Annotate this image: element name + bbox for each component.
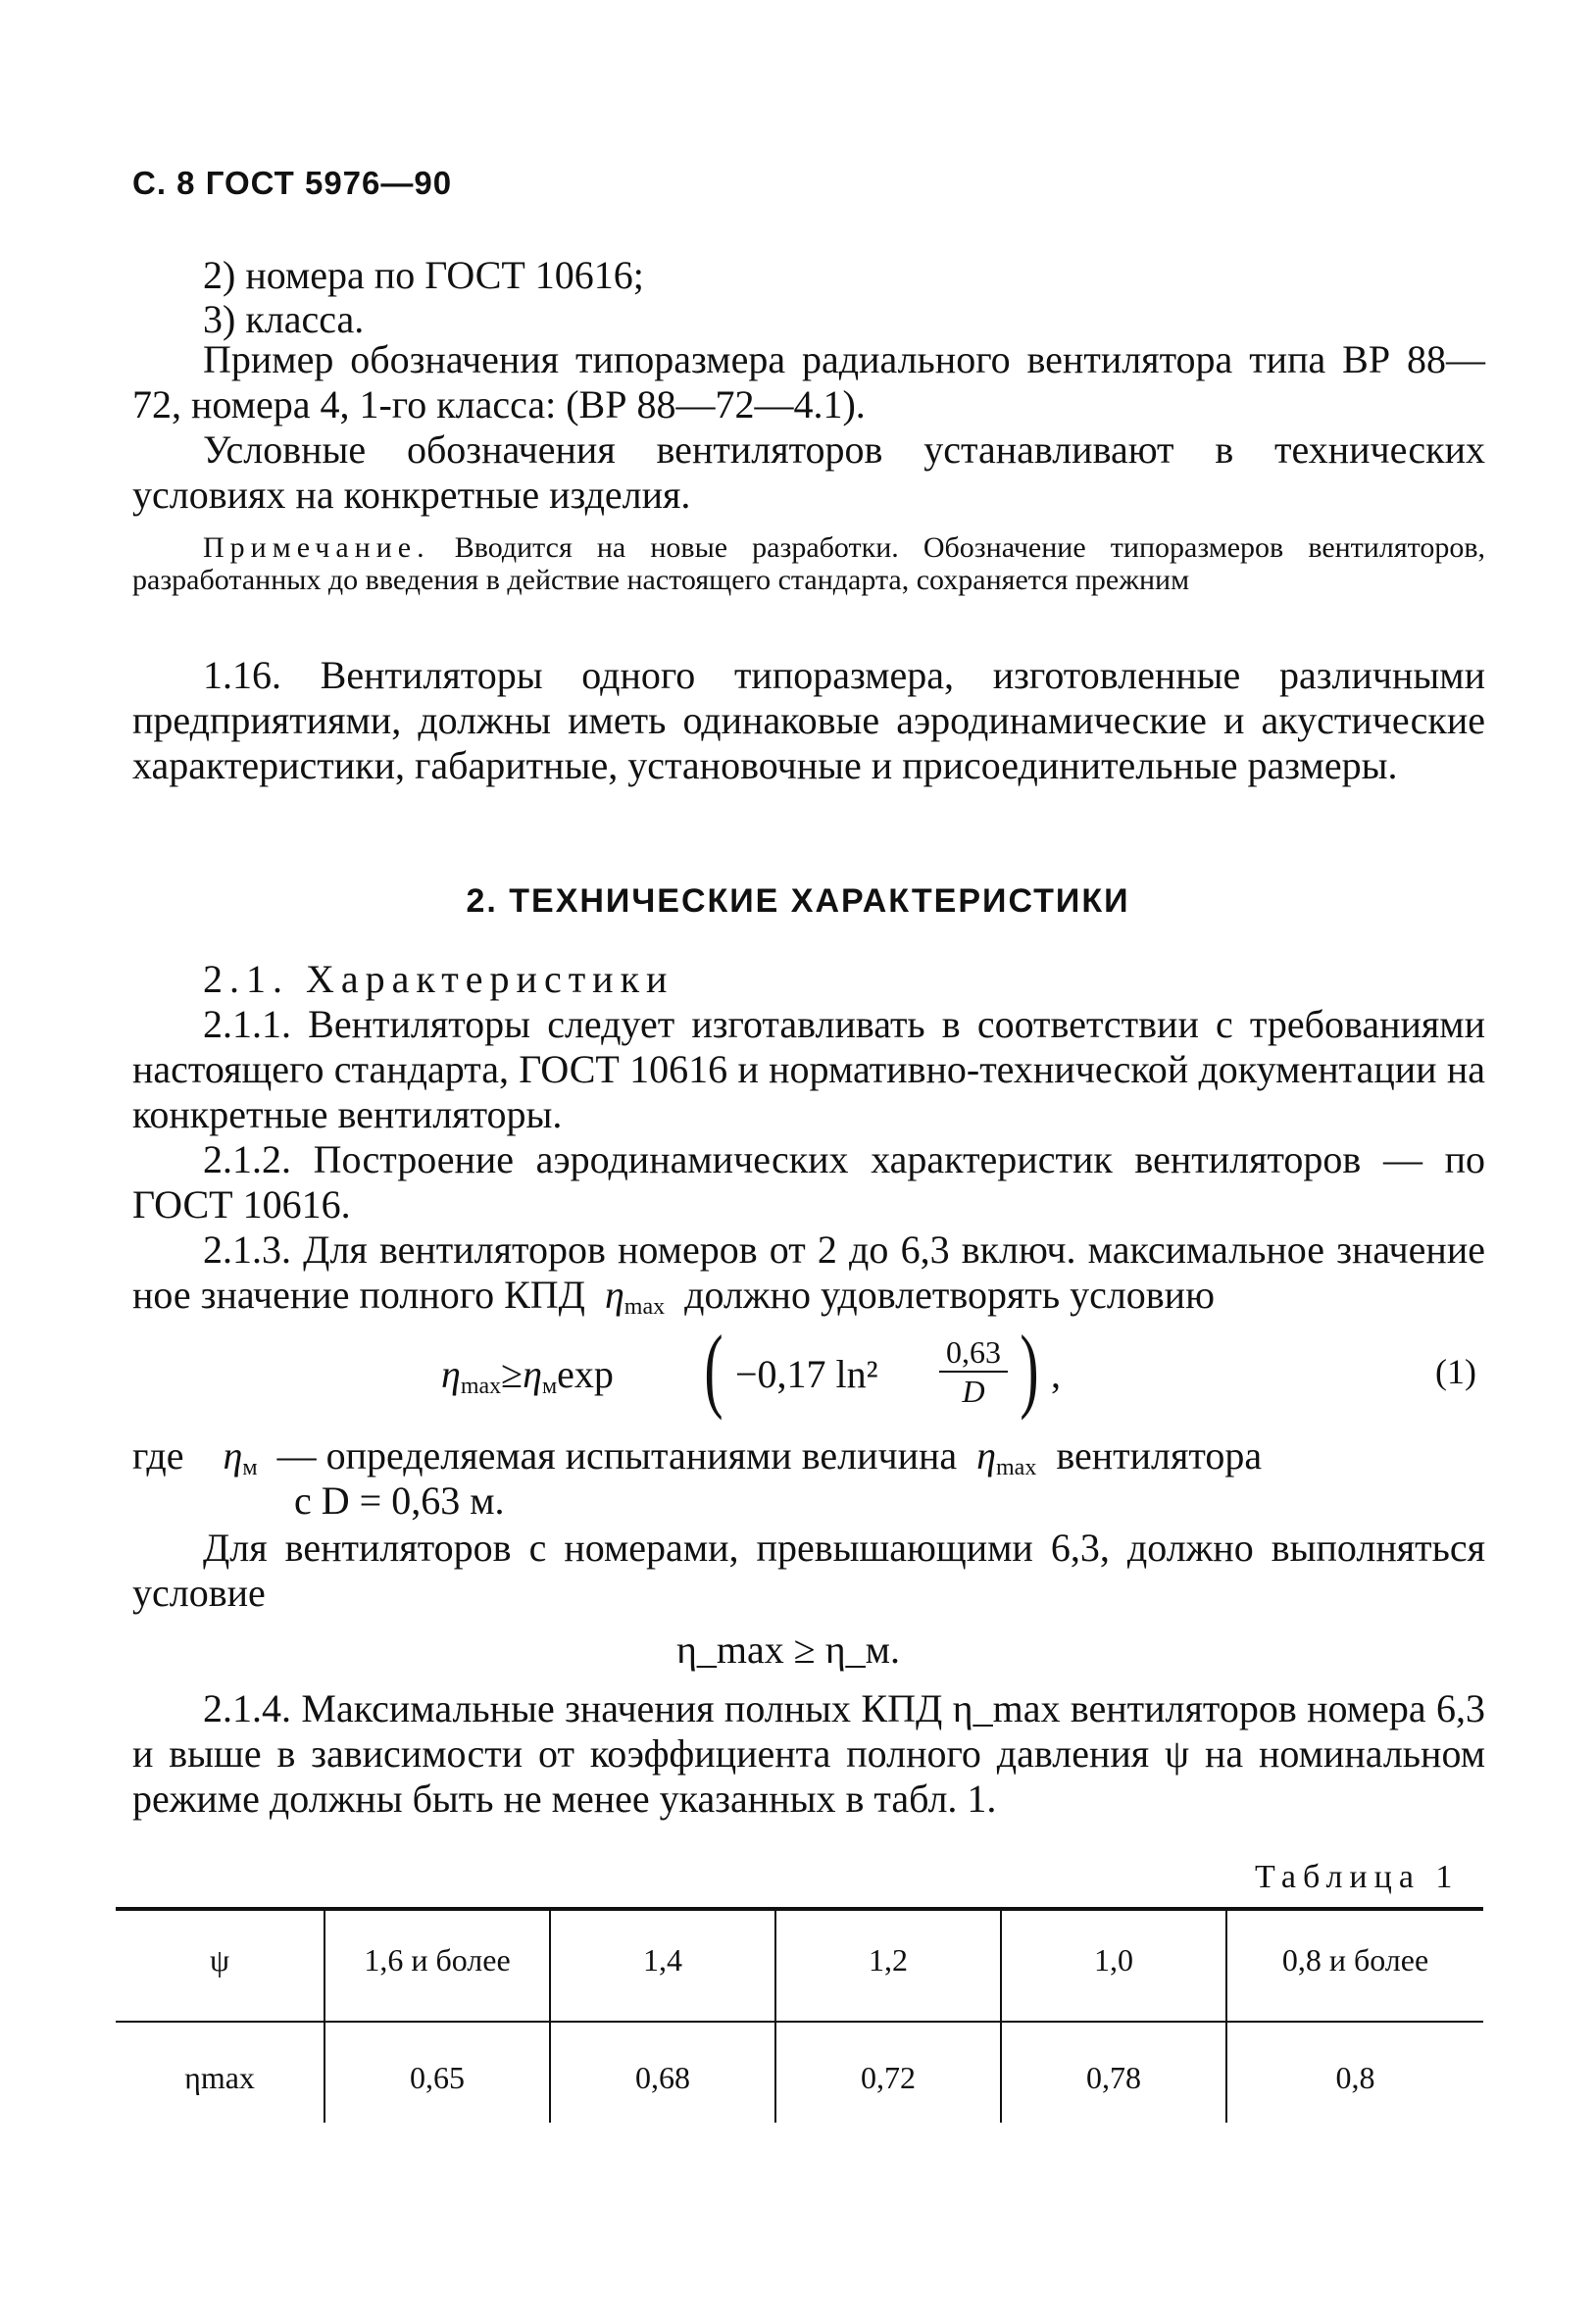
- equation-number: (1): [1435, 1352, 1476, 1391]
- paragraph-conditional: Условные обозначения вентиляторов устанавливают в технических условиях на конкретные изделия.: [132, 427, 1485, 517]
- table-cell: 0,78: [1086, 2060, 1141, 2095]
- note-text: Вводится на новые разработки. Обозначение типоразмеров вентиляторов, разработанных до введения в действие настоящего стандарта, сохраняется прежним: [132, 531, 1485, 596]
- page-header: С. 8 ГОСТ 5976—90: [132, 165, 453, 201]
- table-cell: 0,8: [1335, 2060, 1375, 2095]
- paragraph-2-1-4: 2.1.4. Максимальные значения полных КПД η_max вентиляторов номера 6,3 и выше в зависимости от коэффициента полного давления ψ на номинальном режиме должны быть не менее указанных в табл. 1.: [132, 1686, 1485, 1821]
- table-mid-rule: [116, 2021, 1483, 2023]
- table-cell: 1,2: [869, 1942, 908, 1978]
- where-line: где $\eta_м$ — определяемая испытаниями величина $\eta_{max}$ вентилятора: [132, 1433, 1263, 1480]
- table-1: [116, 1907, 1483, 2123]
- table-cell: 1,6 и более: [364, 1942, 511, 1978]
- formula-fraction: $\frac{0,63}{D}$: [939, 1333, 1008, 1410]
- paragraph-2-1-3-tail: должно удовлетворять условию: [684, 1273, 1215, 1317]
- table-caption: Таблица 1: [1255, 1859, 1460, 1895]
- document-page: С. 8 ГОСТ 5976—90 2) номера по ГОСТ 10616; 3) класса. Пример обозначения типоразмера радиального вентилятора типа ВР 88—72, номера 4, 1-го класса: (ВР 88—72—4.1). Условные обозначения вентиляторов устанавливают в технических условиях на конкретные изделия. Примечание. Вводится на новые разработки. Обозначение типоразмеров вентиляторов, разработанных до введения в действие настоящего стандарта, сохраняется прежним 1.16. Вентиляторы одного типоразмера, изготовленные различными предприятиями, должны иметь одинаковые аэродинамические и акустические характеристики, габаритные, установочные и присоединительные размеры. 2. ТЕХНИЧЕСКИЕ ХАРАКТЕРИСТИКИ 2.1. Характеристики 2.1.1. Вентиляторы следует изготавливать в соответствии с требованиями настоящего стандарта, ГОСТ 10616 и нормативно-технической документации на конкретные вентиляторы. 2.1.2. Построение аэродинамических характеристик вентиляторов — по ГОСТ 10616. 2.1.3. Для вентиляторов номеров от 2 до 6,3 включ. максимальное значение ное значение полного КПД $\eta_{max}$ должно удовлетворять условию $\eta_{max}\ge\eta_м\exp$ ( −0,17 ln² $\frac{0,63}{D}$ ) , (1) где $\eta_м$ — определяемая испытаниями величина $\eta_{max}$ вентилятора с D = 0,63 м. Для вентиляторов с номерами, превышающими 6,3, должно выполняться условие η_max ≥ η_м. 2.1.4. Максимальные значения полных КПД η_max вентиляторов номера 6,3 и выше в зависимости от коэффициента полного давления ψ на номинальном режиме должны быть не менее указанных в табл. 1. Таблица 1 ψ 1,6 и более 1,4 1,2 1,0 0,8 и более ηmax 0,65 0,68 0,72 0,78 0,8: [0, 0, 1596, 2304]
- table-top-rule: [116, 1907, 1483, 1911]
- paragraph-1-16: 1.16. Вентиляторы одного типоразмера, изготовленные различными предприятиями, должны иметь одинаковые аэродинамические и акустические характеристики, габаритные, установочные и присоединительные размеры.: [132, 653, 1485, 787]
- paragraph-2-1-3: 2.1.3. Для вентиляторов номеров от 2 до 6,3 включ. максимальное значение: [203, 1227, 1485, 1272]
- paragraph-2-1-3-line2: ное значение полного КПД $\eta_{max}$ должно удовлетворять условию: [132, 1273, 1215, 1320]
- eta-symbol: η: [604, 1273, 624, 1317]
- table-cell: 0,8 и более: [1281, 1942, 1429, 1978]
- where-line-2: с D = 0,63 м.: [294, 1478, 505, 1523]
- formula-inner: −0,17 ln²: [735, 1352, 878, 1396]
- table-cell: 0,65: [410, 2060, 465, 2095]
- table-row-header-eta: ηmax: [184, 2060, 255, 2095]
- list-item-number: 2) номера по ГОСТ 10616;: [203, 253, 644, 297]
- paragraph-above-6-3: Для вентиляторов с номерами, превышающими 6,3, должно выполняться условие: [132, 1526, 1485, 1615]
- subsection-title: 2.1. Характеристики: [203, 957, 674, 1001]
- paragraph-example: Пример обозначения типоразмера радиального вентилятора типа ВР 88—72, номера 4, 1-го класса: (ВР 88—72—4.1).: [132, 337, 1485, 426]
- note: [132, 531, 1485, 596]
- note-label: Примечание.: [203, 531, 430, 564]
- paragraph-2-1-2: 2.1.2. Построение аэродинамических характеристик вентиляторов — по ГОСТ 10616.: [132, 1137, 1485, 1227]
- table-cell: 1,4: [643, 1942, 682, 1978]
- condition-2: η_max ≥ η_м.: [676, 1628, 900, 1672]
- section-title: 2. ТЕХНИЧЕСКИЕ ХАРАКТЕРИСТИКИ: [466, 882, 1130, 920]
- table-cell: 1,0: [1094, 1942, 1133, 1978]
- table-cell: 0,68: [635, 2060, 690, 2095]
- paragraph-2-1-1: 2.1.1. Вентиляторы следует изготавливать в соответствии с требованиями настоящего стандарта, ГОСТ 10616 и нормативно-технической документации на конкретные вентиляторы.: [132, 1002, 1485, 1136]
- list-item-class: 3) класса.: [203, 297, 365, 341]
- table-cell: 0,72: [861, 2060, 916, 2095]
- table-row-header-psi: ψ: [209, 1942, 230, 1978]
